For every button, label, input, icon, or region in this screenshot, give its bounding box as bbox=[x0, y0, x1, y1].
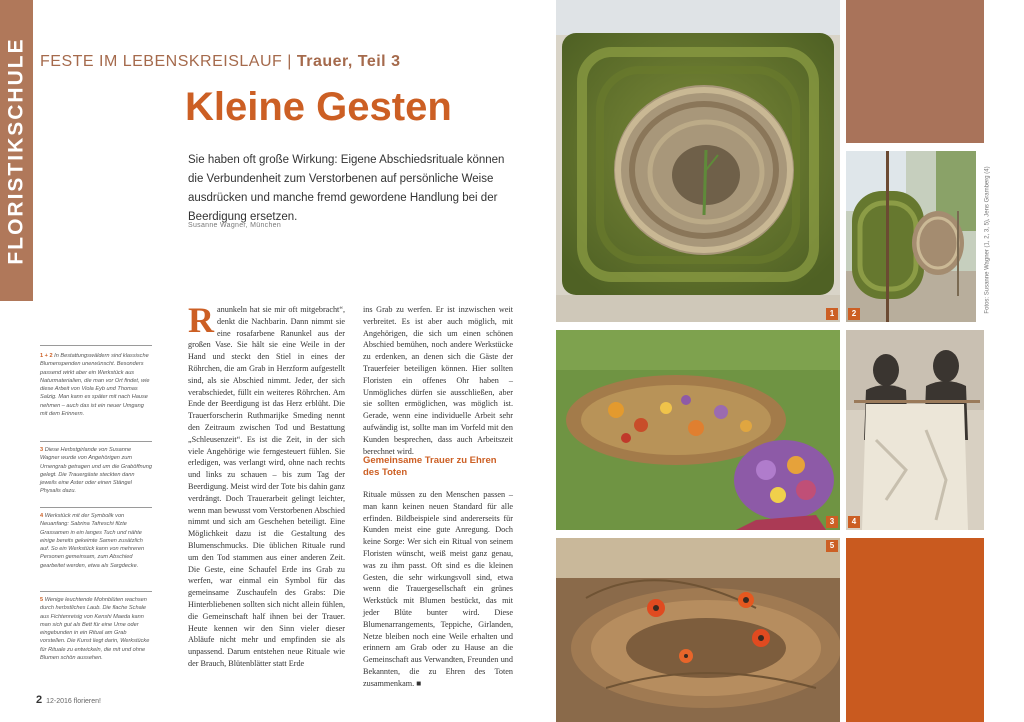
body-column-1 bbox=[188, 300, 345, 670]
headline: Kleine Gesten bbox=[185, 85, 452, 129]
kicker-series: FESTE IM LEBENSKREISLAUF bbox=[40, 53, 283, 70]
caption-divider bbox=[40, 345, 152, 346]
page-footer bbox=[36, 694, 101, 706]
photo-autumn-garland bbox=[556, 330, 840, 530]
section-band-label: FLORISTIKSCHULE bbox=[4, 36, 28, 265]
decor-block-bottom bbox=[846, 538, 984, 722]
photo-number-badge: 4 bbox=[848, 516, 860, 528]
photo-number-badge: 5 bbox=[826, 540, 838, 552]
kicker bbox=[40, 53, 460, 71]
drop-cap: R bbox=[188, 300, 214, 340]
body-column-1-text: anunkeln hat sie mir oft mitgebracht“, denkt die Nachbarin. Dann nimmt sie eine rosafarbene Ranunkel aus der großen Vase. Sie hält sie eine Weile in der Hand und steckt den Stiel in eines der Röhrchen, die am Grab in Herzform aufgestellt sind, als sie Abschied nimmt. Jeder, der sich verabschiedet, füllt ein weiteres Röhrchen. Am Ende der Beerdigung ist das Herz erblüht. Die Trauerforscherin Ruthmarijke Smeding nennt den Zeitraum zwischen Tod und Bestattung „Schleusenzeit“. Es ist die Zeit, in der sich viele Angehörige wie ferngesteuert fühlen. Sie erledigen, was verlangt wird, ohne nach rechts und links zu schauen – bis zum Tag der Beerdigung. Meist wird der Tote bis dahin ganz verdrängt. Doch Trauerarbeit gelingt leichter, wenn man bewusst vom Verstorbenen Abschied nimmt und sich am Geschehen beteiligt. Eine Möglichkeit dazu ist die Gestaltung des Blumenschmucks. Die üblichen Rituale rund um den Tod stammen aus einer anderen Zeit. Die Geste, eine Schaufel Erde ins Grab zu werfen, war einmal ein Symbol für das gemeinsame Zuschaufeln des Grabs: Die Hinterbliebenen sollten sich nicht allein fühlen, die Gemeinschaft half ihnen bei der Trauer. Heute kennen wir den Sinn vieler dieser Abläufe nicht mehr und empfinden sie als unpassend. Darum entstehen neue Rituale wie der Brauch, Blütenblätter statt Erde bbox=[188, 305, 345, 668]
photo-credit-wrap bbox=[975, 150, 1001, 330]
photo-1-image bbox=[556, 0, 840, 322]
photo-number-badge: 3 bbox=[826, 516, 838, 528]
caption-number: 4 bbox=[40, 513, 44, 519]
caption-divider bbox=[40, 441, 152, 442]
photo-number-badge: 1 bbox=[826, 308, 838, 320]
decor-block-top bbox=[846, 0, 984, 143]
caption-3 bbox=[40, 446, 152, 496]
page-number: 2 bbox=[36, 694, 43, 706]
lead-paragraph: Sie haben oft große Wirkung: Eigene Abschiedsrituale können die Verbundenheit zum Verstorbenen auf persönliche Weise ausdrücken und manche fremd gewordene Handlung bei der Beerdigung ersetzen. bbox=[188, 154, 505, 223]
caption-text: Wenige leuchtende Mohnblüten wachsen durch herbstliches Laub. Die flache Schale aus Fichtenreisig von Kenshi Maeda kann man sich gut als Bett für eine Urne oder eingebunden in ein Ritual am Grab vorstellen. Die Kunst liegt darin, Werkstücke für Rituale zu entwickeln, die mit und ohne Blumen schön aussehen. bbox=[40, 597, 150, 662]
caption-number: 3 bbox=[40, 447, 44, 453]
caption-5 bbox=[40, 596, 152, 662]
kicker-separator: | bbox=[282, 53, 297, 70]
body-column-2: ins Grab zu werfen. Er ist inzwischen weit verbreitet. Es ist aber auch möglich, mit Angehörigen, die sich um einen schönen Abschied bemühen, noch andere Werkstücke zu erdenken, an denen sich die Gäste der Trauerfeier beteiligen können. Hier sollten Floristen ein offenes Ohr haben – Unmögliches dürfen sie ausschließen, aber sie sollten ermöglichen, was möglich ist. Gerade, wenn eine individuelle Arbeit sehr aufwändig ist, sollte man im Vorfeld mit den Kunden besprechen, dass auch Arbeitszeit berechnet wird. bbox=[363, 305, 513, 456]
kicker-part: Trauer, Teil 3 bbox=[296, 53, 401, 70]
subheading: Gemeinsame Trauer zu Ehren des Toten bbox=[363, 455, 497, 478]
photo-felt-cloth bbox=[846, 330, 984, 530]
caption-divider bbox=[40, 507, 152, 508]
caption-text: Werkstück mit der Symbolik von Neuanfang: Sabrina Tafreschi filzte Grassamen in ein langes Tuch und nähte einige bereits gekeimte Samen zusätzlich auf. So ein Werkstück kann von mehreren Personen gemeinsam, zum Abschied gearbeitet werden, etwa als Sargdecke. bbox=[40, 513, 145, 569]
caption-1-2 bbox=[40, 352, 152, 418]
photo-2-image bbox=[846, 151, 976, 322]
caption-number: 1 + 2 bbox=[40, 353, 53, 359]
photo-3-image bbox=[556, 330, 840, 530]
caption-4 bbox=[40, 512, 152, 570]
issue-label: 12-2016 florieren! bbox=[46, 698, 101, 705]
photo-forest-installation bbox=[846, 151, 976, 322]
byline: Susanne Wagner, München bbox=[188, 222, 282, 229]
photo-4-image bbox=[846, 330, 984, 530]
caption-number: 5 bbox=[40, 597, 44, 603]
caption-text: In Bestattungswäldern sind klassische Blumenspenden unerwünscht. Besonders passend wirkt aber ein Werkstück aus Naturmaterialien, die man vor Ort findet, wie diese Arbeit von Viola Eyb und Thomas Salzig. Man kann es später mit nach Hause nehmen – auch das ist ein neuer Umgang mit dem Erinnern. bbox=[40, 353, 150, 418]
body-column-3: Rituale müssen zu den Menschen passen – man kann keinen neuen Standard für alle erfinden. Bildbeispiele sind andererseits für Kunden meist eine gute Anregung. Doch keine Sorge: Wer sich ein Ritual von seinem Floristen wünscht, weiß meist ganz genau, was zu ihm passt. Oft sind es die kleinen Gesten, die sehr wirkungsvoll sind, etwa wenn die Trauergesellschaft ein grünes Werkstück mit Blumen bestückt, das mit jeder Blüte bunter wird. Diese Blumenarrangements, Teppiche, Girlanden, Netze bleiben noch eine Weile erhalten und erinnern am Grab oder zu Hause an die Gemeinschaft aus Verwandten, Freunden und Bekannten, die zu Ehren des Toten zusammenkam. ■ bbox=[363, 490, 513, 688]
photo-number-badge: 2 bbox=[848, 308, 860, 320]
caption-text: Diese Herbstgirlande von Susanne Wagner wurde von Angehörigen zum Urnengrab getragen und um die Graböffnung gelegt. Die Trauergäste steckten dann jeweils eine Aster oder einen Stängel Physalis dazu. bbox=[40, 447, 152, 495]
photo-credit: Fotos: Susanne Wagner (1, 2, 3, 5), Jens Gramberg (4) bbox=[985, 166, 991, 314]
photo-moss-square-nest bbox=[556, 0, 840, 322]
photo-5-image bbox=[556, 538, 840, 722]
section-band-label-wrap bbox=[0, 0, 33, 301]
photo-poppy-bowl bbox=[556, 538, 840, 722]
caption-divider bbox=[40, 591, 152, 592]
